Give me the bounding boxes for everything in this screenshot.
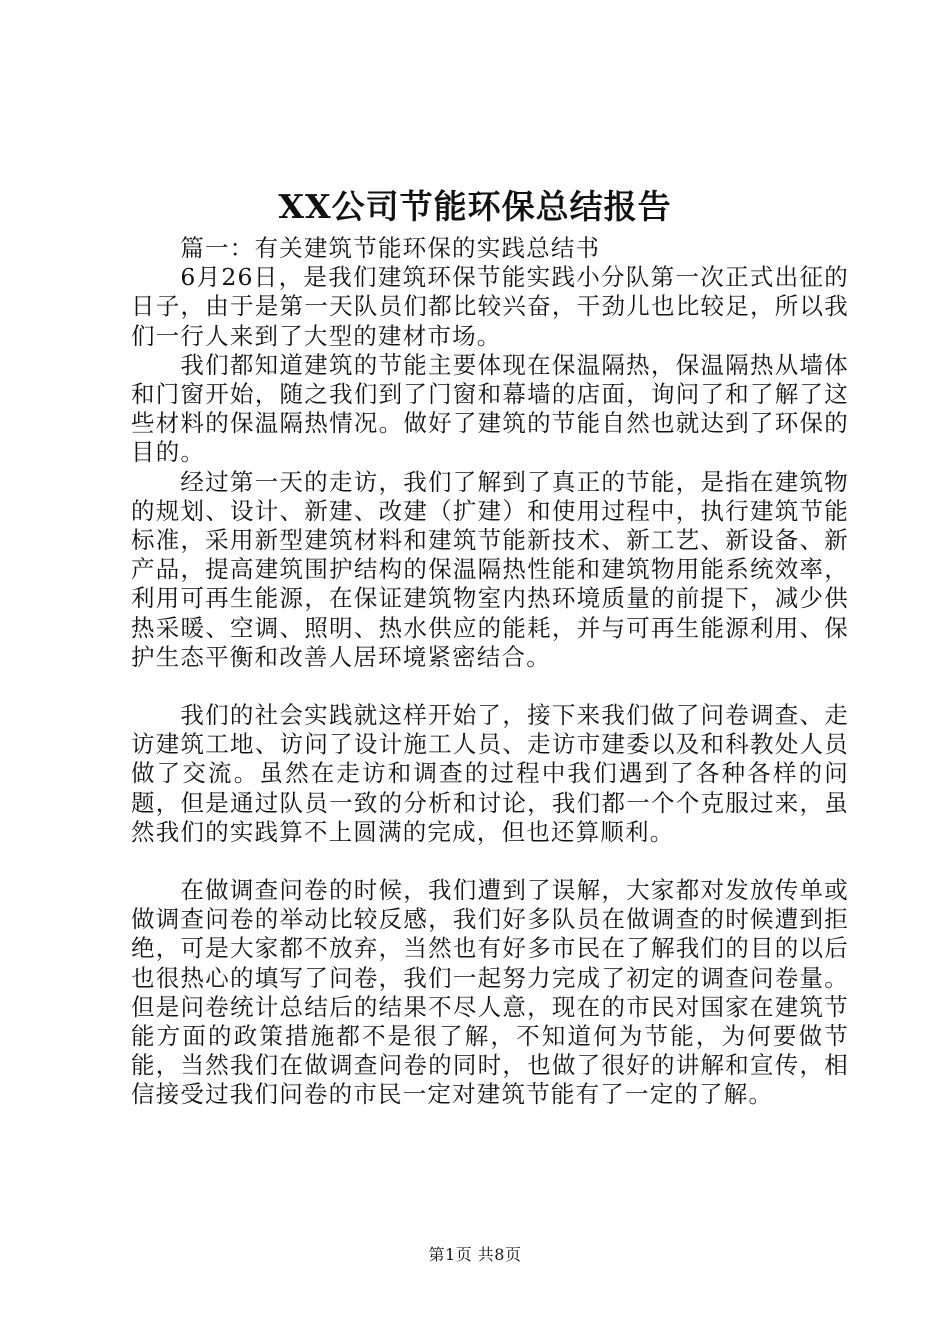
section-heading: 篇一：有关建筑节能环保的实践总结书	[180, 234, 601, 262]
body-paragraph: 在做调查问卷的时候，我们遭到了误解，大家都对发放传单或做调查问卷的举动比较反感，我们好多队员在做调查的时候遭到拒绝，可是大家都不放弃，当然也有好多市民在了解我们的目的以后也很热心的填写了问卷，我们一起努力完成了初定的调查问卷量。但是问卷统计总结后的结果不尽人意，现在的市民对国家在建筑节能方面的政策措施都不是很了解，不知道何为节能，为何要做节能，当然我们在做调查问卷的同时，也做了很好的讲解和宣传，相信接受过我们问卷的市民一定对建筑节能有了一定的了解。	[131, 876, 849, 1109]
body-paragraph: 我们的社会实践就这样开始了，接下来我们做了问卷调查、走访建筑工地、访问了设计施工人员、走访市建委以及和科教处人员做了交流。虽然在走访和调查的过程中我们遇到了各种各样的问题，但是通过队员一致的分析和讨论，我们都一个个克服过来，虽然我们的实践算不上圆满的完成，但也还算顺利。	[131, 701, 849, 846]
document-body	[131, 234, 849, 1110]
body-paragraph: 我们都知道建筑的节能主要体现在保温隔热，保温隔热从墙体和门窗开始，随之我们到了门窗和幕墙的店面，询问了和了解了这些材料的保温隔热情况。做好了建筑的节能自然也就达到了环保的目的。	[131, 350, 849, 467]
page-number-footer: 第1页 共8页	[428, 1245, 522, 1264]
body-paragraph: 6月26日，是我们建筑环保节能实践小分队第一次正式出征的日子，由于是第一天队员们都比较兴奋，干劲儿也比较足，所以我们一行人来到了大型的建材市场。	[131, 263, 849, 350]
body-paragraph: 经过第一天的走访，我们了解到了真正的节能，是指在建筑物的规划、设计、新建、改建（扩建）和使用过程中，执行建筑节能标准，采用新型建筑材料和建筑节能新技术、新工艺、新设备、新产品，提高建筑围护结构的保温隔热性能和建筑物用能系统效率，利用可再生能源，在保证建筑物室内热环境质量的前提下，减少供热采暖、空调、照明、热水供应的能耗，并与可再生能源利用、保护生态平衡和改善人居环境紧密结合。	[131, 467, 849, 671]
document-title: XX公司节能环保总结报告	[278, 187, 672, 226]
